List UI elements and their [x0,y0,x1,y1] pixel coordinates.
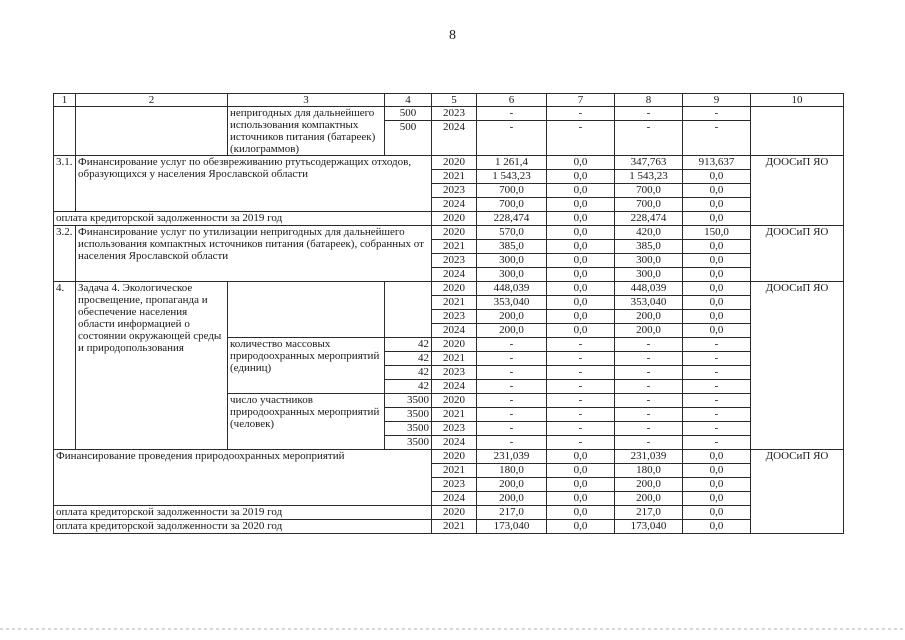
year-cell: 2021 [432,464,477,478]
row-number: 3.2. [54,226,76,282]
indicator-value: 42 [385,338,432,352]
value-cell: 0,0 [683,450,751,464]
year-cell: 2023 [432,478,477,492]
value-cell: - [615,380,683,394]
value-cell: 0,0 [683,324,751,338]
value-cell: 0,0 [547,310,615,324]
value-cell: - [615,436,683,450]
year-cell: 2021 [432,520,477,534]
header-row [54,94,844,107]
indicator-value: 500 [385,121,432,156]
value-cell: 0,0 [683,268,751,282]
value-cell: - [477,436,547,450]
year-cell: 2023 [432,366,477,380]
value-cell: - [547,107,615,121]
value-cell: 420,0 [615,226,683,240]
col-header: 7 [547,94,615,107]
value-cell: - [477,422,547,436]
value-cell: 0,0 [547,506,615,520]
indicator-value: 42 [385,352,432,366]
value-cell: 0,0 [547,240,615,254]
value-cell: - [477,380,547,394]
indicator-cell: непригодных для дальнейшего использования компактных источников питания (батареек) (килограммов) [228,107,385,156]
value-cell: - [477,352,547,366]
value-cell: - [547,408,615,422]
value-cell: - [477,338,547,352]
value-cell: - [477,394,547,408]
value-cell: 200,0 [477,310,547,324]
value-cell: 448,039 [477,282,547,296]
value-cell: - [683,107,751,121]
col-header: 10 [751,94,844,107]
value-cell: 0,0 [547,226,615,240]
year-cell: 2024 [432,268,477,282]
executor-cell: ДООСиП ЯО [751,282,844,450]
value-cell: 448,039 [615,282,683,296]
value-cell: - [615,422,683,436]
value-cell: - [683,408,751,422]
value-cell: 385,0 [477,240,547,254]
value-cell: 300,0 [477,254,547,268]
value-cell: 300,0 [615,268,683,282]
value-cell: 0,0 [547,450,615,464]
year-cell: 2020 [432,212,477,226]
value-cell: - [615,107,683,121]
table-row [54,107,844,121]
table-row [54,520,844,534]
year-cell: 2021 [432,408,477,422]
executor-cell: ДООСиП ЯО [751,226,844,282]
year-cell: 2023 [432,107,477,121]
activity-description: Финансирование услуг по обезвреживанию ртутьсодержащих отходов, образующихся у населения Ярославской области [76,156,432,212]
table-row [54,212,844,226]
program-table [53,93,844,534]
debt-description: оплата кредиторской задолженности за 2019 год [54,506,432,520]
year-cell: 2023 [432,254,477,268]
year-cell: 2024 [432,121,477,156]
value-cell: - [683,366,751,380]
indicator-value: 42 [385,380,432,394]
value-cell: - [477,366,547,380]
value-cell: - [547,352,615,366]
value-cell: 217,0 [477,506,547,520]
value-cell: 0,0 [683,492,751,506]
activity-description: Финансирование услуг по утилизации непригодных для дальнейшего использования компактных источников питания (батареек), собранных от населения Ярославской области [76,226,432,282]
executor-cell: ДООСиП ЯО [751,450,844,534]
row-number: 4. [54,282,76,450]
year-cell: 2021 [432,240,477,254]
year-cell: 2020 [432,226,477,240]
value-cell: 231,039 [615,450,683,464]
value-cell: 0,0 [683,254,751,268]
value-cell: 0,0 [683,240,751,254]
value-cell: - [547,380,615,394]
value-cell: 1 543,23 [477,170,547,184]
value-cell: 217,0 [615,506,683,520]
col-header: 8 [615,94,683,107]
value-cell: 0,0 [547,296,615,310]
value-cell: - [547,436,615,450]
value-cell: 700,0 [615,184,683,198]
activity-description: Финансирование проведения природоохранных мероприятий [54,450,432,506]
value-cell: 385,0 [615,240,683,254]
value-cell: 700,0 [477,198,547,212]
cell-empty [54,107,76,156]
year-cell: 2023 [432,184,477,198]
year-cell: 2020 [432,450,477,464]
table-row [54,506,844,520]
value-cell: 913,637 [683,156,751,170]
value-cell: - [615,352,683,366]
value-cell: 0,0 [683,310,751,324]
value-cell: - [615,121,683,156]
year-cell: 2020 [432,156,477,170]
year-cell: 2020 [432,394,477,408]
indicator-value: 3500 [385,436,432,450]
value-cell: 200,0 [615,310,683,324]
value-cell: - [547,366,615,380]
year-cell: 2021 [432,296,477,310]
value-cell: - [683,422,751,436]
year-cell: 2024 [432,324,477,338]
year-cell: 2021 [432,170,477,184]
indicator-value: 3500 [385,408,432,422]
value-cell: 0,0 [547,268,615,282]
value-cell: - [615,338,683,352]
value-cell: 150,0 [683,226,751,240]
value-cell: 0,0 [547,478,615,492]
cell-empty [385,282,432,338]
year-cell: 2020 [432,282,477,296]
value-cell: - [683,436,751,450]
year-cell: 2023 [432,422,477,436]
col-header: 2 [76,94,228,107]
value-cell: 228,474 [615,212,683,226]
value-cell: 0,0 [547,324,615,338]
value-cell: 353,040 [477,296,547,310]
value-cell: 570,0 [477,226,547,240]
value-cell: - [683,352,751,366]
value-cell: 173,040 [477,520,547,534]
value-cell: 200,0 [477,324,547,338]
col-header: 1 [54,94,76,107]
value-cell: 180,0 [615,464,683,478]
value-cell: 0,0 [683,282,751,296]
value-cell: 200,0 [615,324,683,338]
value-cell: - [477,121,547,156]
value-cell: 180,0 [477,464,547,478]
table-row [54,226,844,240]
value-cell: 0,0 [547,184,615,198]
value-cell: 228,474 [477,212,547,226]
year-cell: 2021 [432,352,477,366]
col-header: 9 [683,94,751,107]
value-cell: 1 543,23 [615,170,683,184]
value-cell: 200,0 [477,478,547,492]
indicator-value: 500 [385,107,432,121]
executor-cell: ДООСиП ЯО [751,156,844,226]
value-cell: 0,0 [547,254,615,268]
indicator-value: 3500 [385,394,432,408]
value-cell: 0,0 [547,170,615,184]
year-cell: 2024 [432,380,477,394]
value-cell: 0,0 [547,464,615,478]
year-cell: 2024 [432,436,477,450]
value-cell: 0,0 [547,212,615,226]
value-cell: 0,0 [547,156,615,170]
debt-description: оплата кредиторской задолженности за 2019 год [54,212,432,226]
value-cell: 0,0 [683,506,751,520]
value-cell: 173,040 [615,520,683,534]
row-number: 3.1. [54,156,76,212]
value-cell: 1 261,4 [477,156,547,170]
value-cell: 0,0 [547,282,615,296]
cell-empty [751,107,844,156]
value-cell: - [615,366,683,380]
value-cell: - [547,121,615,156]
task-description: Задача 4. Экологическое просвещение, пропаганда и обеспечение населения области информацией о состоянии окружающей среды и природопользования [76,282,228,450]
indicator-cell: количество массовых природоохранных мероприятий (единиц) [228,338,385,394]
value-cell: 0,0 [683,212,751,226]
indicator-value: 3500 [385,422,432,436]
value-cell: 0,0 [547,198,615,212]
value-cell: - [547,394,615,408]
indicator-value: 42 [385,366,432,380]
value-cell: 0,0 [683,170,751,184]
value-cell: 300,0 [615,254,683,268]
year-cell: 2024 [432,198,477,212]
value-cell: 200,0 [477,492,547,506]
year-cell: 2020 [432,338,477,352]
value-cell: 0,0 [683,464,751,478]
value-cell: 700,0 [477,184,547,198]
table-row [54,282,844,296]
debt-description: оплата кредиторской задолженности за 2020 год [54,520,432,534]
value-cell: 347,763 [615,156,683,170]
value-cell: 0,0 [683,296,751,310]
value-cell: - [547,422,615,436]
col-header: 6 [477,94,547,107]
value-cell: 200,0 [615,478,683,492]
value-cell: - [683,380,751,394]
scan-edge [0,628,905,630]
value-cell: 353,040 [615,296,683,310]
value-cell: - [683,338,751,352]
indicator-cell: число участников природоохранных мероприятий (человек) [228,394,385,450]
value-cell: - [477,107,547,121]
year-cell: 2020 [432,506,477,520]
col-header: 3 [228,94,385,107]
value-cell: - [683,394,751,408]
value-cell: 0,0 [683,520,751,534]
value-cell: 0,0 [547,492,615,506]
year-cell: 2024 [432,492,477,506]
value-cell: 0,0 [683,184,751,198]
value-cell: 231,039 [477,450,547,464]
cell-empty [228,282,385,338]
value-cell: - [615,394,683,408]
value-cell: 0,0 [683,198,751,212]
page-number: 8 [449,28,456,43]
table-row [54,450,844,464]
value-cell: 0,0 [683,478,751,492]
table-row [54,156,844,170]
year-cell: 2023 [432,310,477,324]
cell-empty [76,107,228,156]
value-cell: - [615,408,683,422]
value-cell: 0,0 [547,520,615,534]
value-cell: - [683,121,751,156]
value-cell: 700,0 [615,198,683,212]
value-cell: 200,0 [615,492,683,506]
value-cell: - [477,408,547,422]
value-cell: 300,0 [477,268,547,282]
value-cell: - [547,338,615,352]
col-header: 4 [385,94,432,107]
col-header: 5 [432,94,477,107]
